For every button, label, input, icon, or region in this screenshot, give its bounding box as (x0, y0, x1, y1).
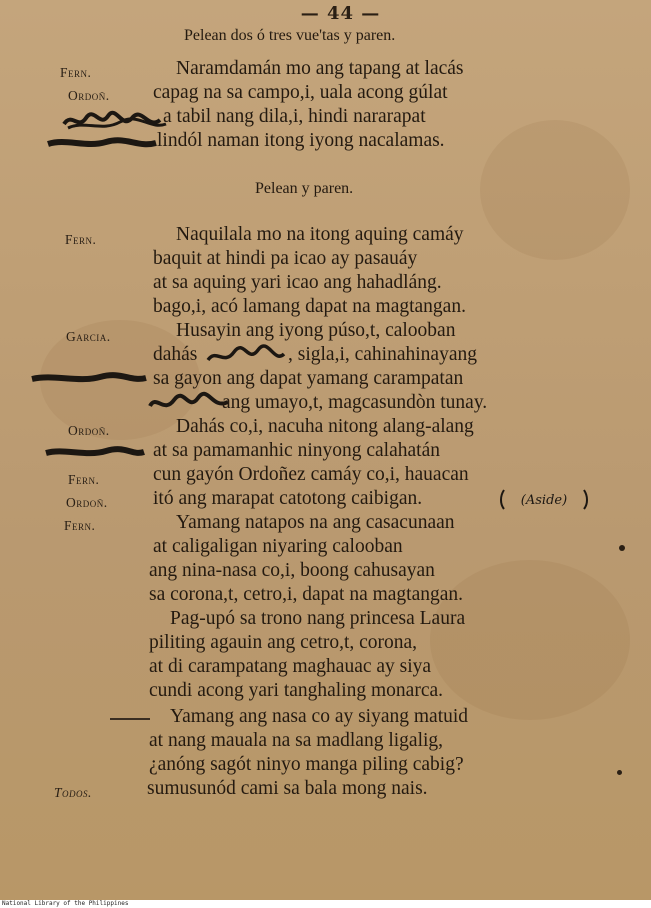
speaker-label: Ordoñ. (68, 88, 110, 103)
speaker-label: Fern. (65, 232, 97, 247)
verse-line: piliting agauin ang cetro,t, corona, (149, 632, 418, 653)
verse-line: at caligaligan niyaring calooban (153, 536, 403, 557)
verse-line: ang umayo,t, magcasundòn tunay. (222, 392, 488, 413)
verse-line: Yamang natapos na ang casacunaan (176, 512, 455, 533)
verse-line: Naramdamán mo ang tapang at lacás (176, 58, 464, 79)
speaker-label: Todos. (54, 785, 92, 800)
stage-direction: Pelean dos ó tres vue'tas y paren. (184, 27, 396, 44)
ink-scribble (46, 134, 158, 152)
ink-scribble (44, 444, 146, 460)
ink-scribble (146, 390, 232, 416)
verse-line: , sigla,i, cahinahinayang (288, 344, 477, 365)
ink-spot (617, 770, 622, 775)
dash-rule (110, 718, 150, 720)
verse-line: Naquilala mo na itong aquing camáy (176, 224, 464, 245)
footer-credit: National Library of the Philippines (0, 900, 651, 908)
verse-line: ang nina-nasa co,i, boong cahusayan (149, 560, 435, 581)
speaker-label: Ordoñ. (66, 495, 108, 510)
verse-line: capag na sa campo,i, uala acong gúlat (153, 82, 448, 103)
aside-note-text: (Aside) (520, 493, 568, 508)
ink-scribble (30, 370, 148, 386)
verse-line: sumusunód cami sa bala mong nais. (147, 778, 428, 799)
speaker-label: Fern. (64, 518, 96, 533)
verse-line: lindól naman itong iyong nacalamas. (157, 130, 445, 151)
ink-spot (619, 545, 625, 551)
verse-line: sa gayon ang dapat yamang carampatan (153, 368, 464, 389)
verse-line: baquit at hindi pa icao ay pasauáy (153, 248, 418, 269)
verse-line: ¿anóng sagót ninyo manga piling cabig? (149, 754, 464, 775)
handwritten-note (498, 486, 590, 512)
speaker-label: Ordoñ. (68, 423, 110, 438)
verse-line: at di carampatang maghauac ay siya (149, 656, 432, 677)
verse-line: itó ang marapat catotong caibigan. (153, 488, 423, 509)
speaker-label: Fern. (60, 65, 92, 80)
stage-direction: Pelean y paren. (255, 180, 354, 197)
verse-line: at nang mauala na sa madlang ligalig, (149, 730, 444, 751)
verse-line: a tabil nang dila,i, hindi nararapat (163, 106, 426, 127)
page-number: — 44 — (300, 3, 381, 24)
speaker-label: Fern. (68, 472, 100, 487)
verse-line: Pag-upó sa trono nang princesa Laura (170, 608, 466, 629)
paper-stain (480, 120, 630, 260)
verse-line: at sa pamamanhic ninyong calahatán (153, 440, 440, 461)
verse-line: sa corona,t, cetro,i, dapat na magtangan. (149, 584, 464, 605)
verse-line: bago,i, acó lamang dapat na magtangan. (153, 296, 466, 317)
speaker-label: Garcia. (66, 329, 111, 344)
verse-line: cun gayón Ordoñez camáy co,i, hauacan (153, 464, 469, 485)
verse-line: dahás (153, 344, 198, 365)
verse-line: Yamang ang nasa co ay siyang matuid (170, 706, 469, 727)
verse-line: Dahás co,i, nacuha nitong alang-alang (176, 416, 474, 437)
verse-line: at sa aquing yari icao ang hahadláng. (153, 272, 442, 293)
verse-line: Husayin ang iyong púso,t, calooban (176, 320, 456, 341)
ink-scribble (204, 342, 288, 368)
verse-line: cundi acong yari tanghaling monarca. (149, 680, 444, 701)
ink-scribble (60, 108, 170, 134)
